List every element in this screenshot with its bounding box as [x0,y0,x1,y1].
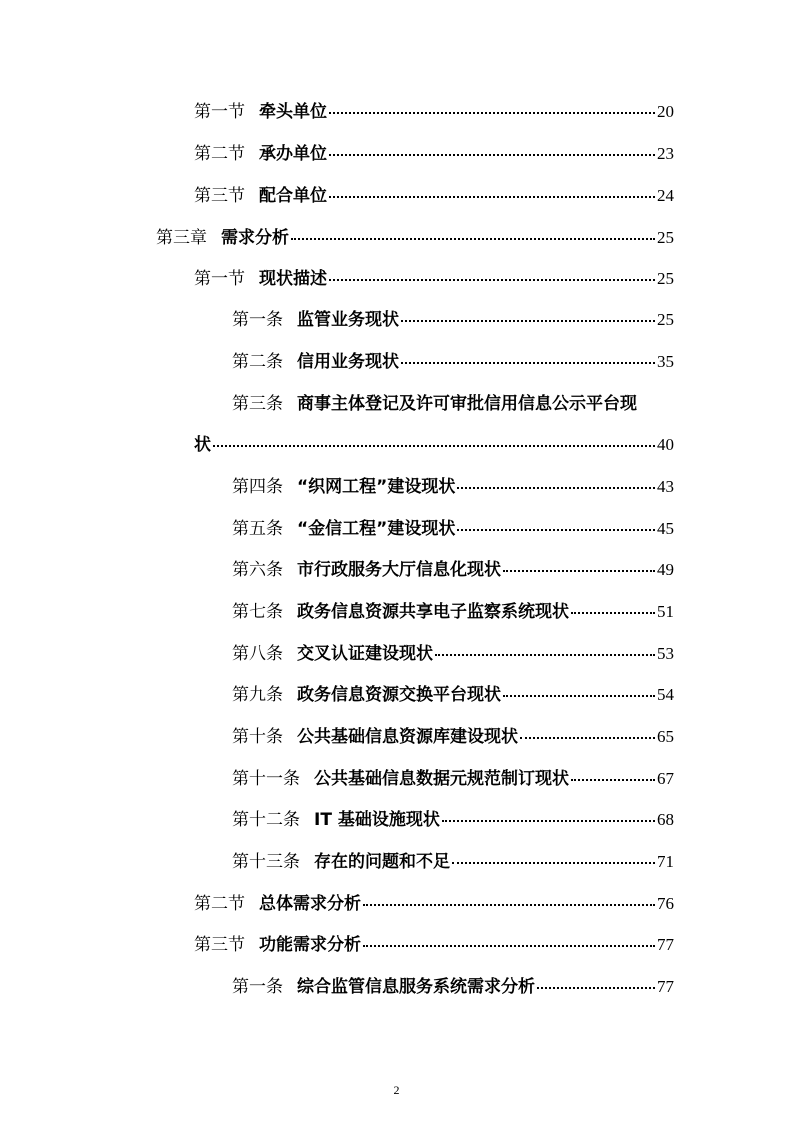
toc-entry-number: 第十一条 [232,769,300,789]
toc-entry-title: IT 基础设施现状 [314,810,440,830]
toc-entry-title: 功能需求分析 [259,935,361,955]
toc-entry-page: 49 [657,560,674,579]
toc-entry-number: 第一节 [194,102,245,122]
toc-leader-dots [401,320,655,322]
toc-entry-number: 第一节 [194,269,245,289]
toc-entry[interactable] [232,842,674,872]
toc-entry-number: 第一条 [232,310,283,330]
toc-entry-title: 交叉认证建设现状 [297,644,433,664]
toc-entry-number: 第七条 [232,602,283,622]
toc-leader-dots [537,987,655,989]
toc-leader-dots [452,862,655,864]
toc-entry-title: 政务信息资源共享电子监察系统现状 [297,602,569,622]
toc-leader-dots [329,279,655,281]
toc-leader-dots [329,154,655,156]
toc-entry-title: 牵头单位 [259,102,327,122]
toc-entry-number: 第九条 [232,685,283,705]
toc-entry-number: 第十三条 [232,852,300,872]
toc-entry-page: 53 [657,644,674,663]
toc-entry[interactable] [232,550,674,580]
toc-entry-title: 承办单位 [259,144,327,164]
toc-entry-page: 25 [657,269,674,288]
toc-entry[interactable] [232,675,674,705]
toc-entry-number: 第六条 [232,560,283,580]
toc-entry-page: 25 [657,310,674,329]
toc-entry-title: 市行政服务大厅信息化现状 [297,560,501,580]
toc-entry-page: 77 [657,977,674,996]
toc-entry[interactable] [232,342,674,372]
toc-entry[interactable] [232,759,674,789]
toc-leader-dots [329,112,655,114]
toc-entry[interactable] [232,300,674,330]
toc-entry-page: 65 [657,727,674,746]
toc-entry-title: “金信工程”建设现状 [297,519,456,539]
toc-entry[interactable] [232,467,674,497]
toc-entry[interactable] [194,92,674,122]
toc-entry-number: 第二条 [232,352,283,372]
toc-leader-dots [363,904,655,906]
toc-entry-number: 第二节 [194,894,245,914]
toc-entry[interactable] [232,800,674,830]
page-number: 2 [393,1083,400,1097]
toc-leader-dots [520,737,655,739]
toc-entry-page: 71 [657,852,674,871]
toc-entry-title: “织网工程”建设现状 [297,477,456,497]
toc-entry-page: 67 [657,769,674,788]
toc-entry-title: 政务信息资源交换平台现状 [297,685,501,705]
toc-entry-number: 第二节 [194,144,245,164]
toc-entry-title: 公共基础信息数据元规范制订现状 [314,769,569,789]
toc-entry-page: 77 [657,935,674,954]
toc-entry-page: 43 [657,477,674,496]
toc-entry-title: 配合单位 [259,186,327,206]
toc-leader-dots [435,654,655,656]
toc-entry-page: 24 [657,186,674,205]
toc-entry-number: 第三节 [194,935,245,955]
toc-entry-title: 状 [194,435,211,455]
toc-entry-title: 商事主体登记及许可审批信用信息公示平台现 [297,394,637,414]
toc-leader-dots [363,945,655,947]
toc-entry-number: 第三节 [194,186,245,206]
toc-entry[interactable] [194,884,674,914]
toc-entry-title: 现状描述 [259,269,327,289]
toc-entry[interactable] [194,134,674,164]
toc-entry-number: 第五条 [232,519,283,539]
toc-entry-page: 68 [657,810,674,829]
toc-entry-page: 45 [657,519,674,538]
toc-entry-page: 20 [657,102,674,121]
toc-entry-number: 第八条 [232,644,283,664]
toc-entry[interactable] [194,425,674,455]
toc-leader-dots [329,196,655,198]
toc-entry-number: 第四条 [232,477,283,497]
toc-leader-dots [442,820,655,822]
toc-leader-dots [503,695,655,697]
toc-leader-dots [571,779,655,781]
toc-entry-title: 监管业务现状 [297,310,399,330]
toc-entry[interactable] [232,592,674,622]
toc-entry-page: 40 [657,435,674,454]
toc-entry[interactable] [232,634,674,664]
toc-entry-title: 综合监管信息服务系统需求分析 [297,977,535,997]
toc-leader-dots [213,445,655,447]
toc-entry[interactable] [232,384,674,414]
toc-entry[interactable] [194,925,674,955]
toc-leader-dots [291,238,655,240]
toc-entry[interactable] [194,176,674,206]
toc-entry-title: 公共基础信息资源库建设现状 [297,727,518,747]
toc-entry-title: 信用业务现状 [297,352,399,372]
toc-entry-number: 第三条 [232,394,283,414]
toc-entry-title: 总体需求分析 [259,894,361,914]
toc-leader-dots [571,612,655,614]
toc-entry[interactable] [156,218,674,248]
toc-leader-dots [457,529,655,531]
toc-entry[interactable] [194,259,674,289]
toc-entry[interactable] [232,967,674,997]
toc-entry-title: 需求分析 [221,228,289,248]
toc-entry-title: 存在的问题和不足 [314,852,450,872]
toc-entry-page: 35 [657,352,674,371]
toc-entry-page: 51 [657,602,674,621]
toc-entry-page: 76 [657,894,674,913]
toc-entry-page: 23 [657,144,674,163]
toc-leader-dots [401,362,655,364]
toc-entry-number: 第十条 [232,727,283,747]
toc-entry-page: 54 [657,685,674,704]
toc-leader-dots [503,570,655,572]
toc-entry-page: 25 [657,228,674,247]
toc-entry[interactable] [232,717,674,747]
toc-leader-dots [457,487,655,489]
toc-entry-number: 第十二条 [232,810,300,830]
toc-entry[interactable] [232,509,674,539]
toc-entry-number: 第三章 [156,228,207,248]
toc-entry-number: 第一条 [232,977,283,997]
